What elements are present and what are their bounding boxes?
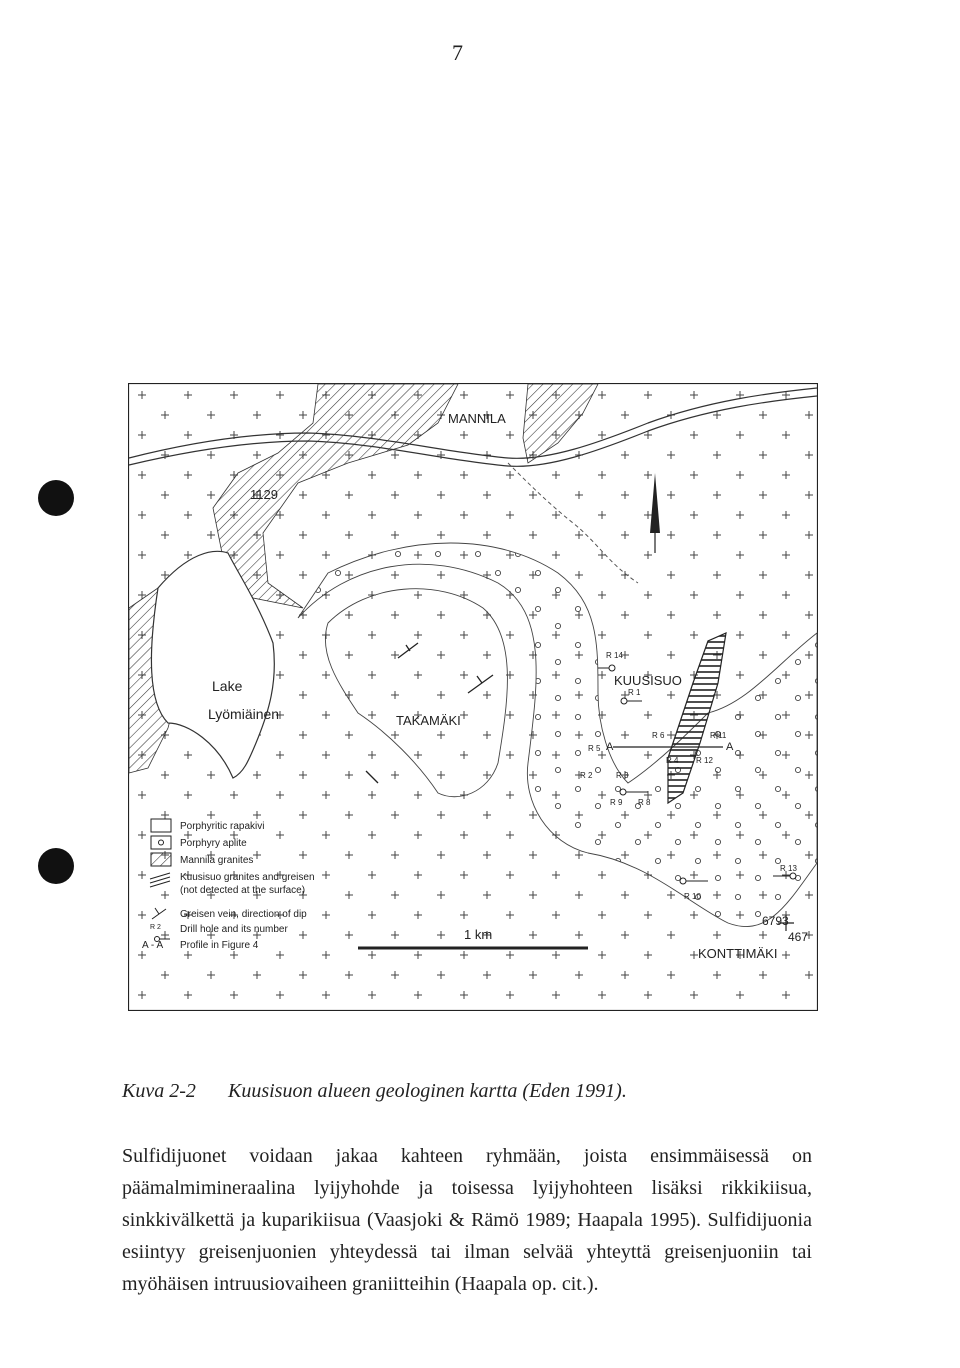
drill-label: R 4 — [666, 756, 679, 765]
legend-label: Porphyritic rapakivi — [180, 821, 265, 832]
label-profile-a-left: A — [606, 741, 614, 753]
figure-caption-text: Kuusisuon alueen geologinen kartta (Eden 1991). — [228, 1080, 627, 1102]
legend-label: Drill hole and its number — [180, 924, 288, 935]
map-svg — [128, 383, 818, 1011]
label-mannila: MANNILA — [448, 411, 506, 426]
legend-label: Kuusisuo granites and greisen — [180, 872, 315, 883]
label-konttimaki: KONTTIMÄKI — [698, 946, 778, 961]
figure-number: Kuva 2-2 — [122, 1080, 196, 1102]
label-lake: Lake — [212, 678, 243, 694]
drill-label: R 10 — [684, 892, 701, 901]
legend-label: Mannila granites — [180, 855, 254, 866]
punch-hole-bottom — [38, 848, 74, 884]
drill-label: R 5 — [588, 744, 601, 753]
label-takamaki: TAKAMÄKI — [396, 713, 461, 728]
legend-marker: A - A — [142, 940, 164, 951]
page-number: 7 — [452, 40, 463, 65]
figure-caption — [122, 1080, 627, 1103]
legend-marker: R 2 — [150, 924, 161, 931]
legend-label: Porphyry aplite — [180, 838, 247, 849]
legend-label: Greisen vein, direction of dip — [180, 909, 307, 920]
drill-label: R 12 — [696, 756, 713, 765]
drill-label: R 1 — [628, 688, 641, 697]
drill-label: R 14 — [606, 651, 623, 660]
drill-label: R 3 — [616, 771, 629, 780]
drill-label: R 8 — [638, 798, 651, 807]
drill-label: R 2 — [580, 771, 593, 780]
drill-label: R 11 — [710, 731, 727, 740]
drill-label: R 6 — [652, 731, 665, 740]
label-scale: 1 km — [464, 927, 493, 942]
geological-map — [128, 383, 818, 1011]
label-kuusisuo: KUUSISUO — [614, 673, 682, 688]
label-1129: 1129 — [250, 487, 278, 502]
label-467: 467 — [788, 930, 809, 944]
label-profile-a-right: A — [726, 741, 734, 753]
punch-hole-top — [38, 480, 74, 516]
drill-label: R 13 — [780, 864, 797, 873]
body-paragraph: Sulfidijuonet voidaan jakaa kahteen ryhmään, joista ensimmäisessä on päämalmimineraalina lyijyhohde ja toisessa lyijyhohteen lisäksi rikkikiisua, sinkkivälkettä ja kuparikiisua (Vaasjoki & Rämö 1989; Haapala 1995). Sulfidijuonia esiintyy greisenjuonien yhteydessä tai ilman selvää yhteyttä greisenjuoniin tai myöhäisen intruusiovaiheen graniitteihin (Haapala op. cit.). — [122, 1145, 812, 1295]
label-lake-name: Lyömiäinen — [208, 706, 280, 722]
legend-label: Profile in Figure 4 — [180, 940, 259, 951]
label-6793: 6793 — [762, 914, 789, 928]
legend-label: (not detected at the surface) — [180, 885, 306, 896]
drill-label: R 9 — [610, 798, 623, 807]
